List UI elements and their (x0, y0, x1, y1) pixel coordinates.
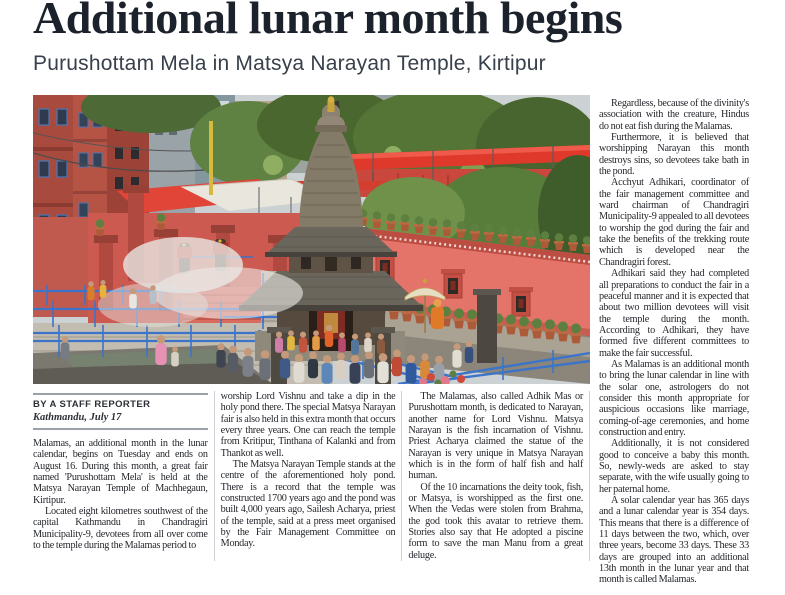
article-paragraph: Located eight kilometres southwest of the capital Kathmandu in Chandragiri Municipality-9, devotees from all over come to the temple during the Malamas period to (33, 506, 208, 552)
column-1-text (33, 438, 208, 551)
article-column-3 (401, 391, 590, 561)
article-column-2 (214, 391, 396, 561)
article-paragraph: worship Lord Vishnu and take a dip in the holy pond there. The special Matsya Narayan fair is also held in this extra month that occurs every three years. One can reach the temple from Kritipur, Tinthana of Kalanki and from Thankot as well. (220, 391, 396, 459)
article-paragraph: As Malamas is an additional month to bring the lunar calendar in line with the solar one, astrologers do not consider this month appropriate for auspicious occasions like marriage, coming-of-age ceremonies, and home construction and entry. (599, 358, 749, 438)
article-column-4 (599, 95, 749, 586)
article-header (33, 0, 752, 76)
temple-photo (33, 95, 590, 384)
article-paragraph: Adhikari said they had completed all preparations to conduct the fair in a peaceful manner and it is expected that about two million devotees will visit the temple during the month. According to Adhikari, they have formed five different committees to make the fair successful. (599, 268, 749, 359)
article-lower-columns (33, 391, 590, 561)
article-paragraph: The Malamas, also called Adhik Mas or Purushottam month, is dedicated to Narayan, another name for Lord Vishnu. Matsya Narayan is the fish incarnation of Vishnu. Priest Acharya claimed the statue of the Narayan is very unique in Matsya Narayan which is in the form of half fish and half human. (408, 391, 584, 482)
article-paragraph: Additionally, it is not considered good to conceive a baby this month. So, newly-weds are asked to stay separate, with the wife usually going to her paternal home. (599, 438, 749, 495)
article-column-1 (33, 391, 208, 561)
temple-photo-illustration (33, 95, 590, 384)
article-paragraph: Of the 10 incarnations the deity took, fish, or Matsya, is worshipped as the first one. When the Vedas were stolen from Brahma, the god took this avatar to retrieve them. Stories also say that He adopted a piscine form to save the man Manu from a great deluge. (408, 481, 584, 561)
article-paragraph: A solar calendar year has 365 days and a lunar calendar year is 354 days. This means that there is a difference of 11 days between the two, which, over three years, become 33 days. These 33 days are grouped into an additional 13th month in the lunar year and that month is called Malamas. (599, 495, 749, 586)
article-paragraph: Furthermore, it is believed that worshipping Narayan this month destroys sins, so devotees take bath in the pond. (599, 132, 749, 178)
article-left-block (33, 95, 590, 586)
article-subtitle: Purushottam Mela in Matsya Narayan Temple, Kirtipur (33, 52, 546, 75)
byline (33, 393, 208, 430)
article-content (33, 95, 752, 586)
article-title: Additional lunar month begins (33, 0, 623, 43)
article-paragraph: The Matsya Narayan Temple stands at the centre of the aforementioned holy pond. There is a record that the temple was constructed 1700 years ago and the pond was built 4,000 years ago, Sailesh Acharya, priest of the temple, said at a press meet organised by the Fair Management Committee on Monday. (220, 459, 396, 550)
article-paragraph: Malamas, an additional month in the lunar calendar, begins on Tuesday and ends on August 16. During this month, a great fair named 'Purushottam Mela' is held at the Matsya Narayan Temple of Machhegaun, Kirtipur. (33, 438, 208, 506)
byline-dateline: Kathmandu, July 17 (33, 412, 122, 423)
article-paragraph: Acchyut Adhikari, coordinator of the fair management committee and ward chairman of Chandragiri Municipality-9 appealed to all devotees to worship the god during the fair and take the benefits of the trekking route which is developed near the Chandragiri forest. (599, 177, 749, 268)
column-3-text (408, 391, 583, 561)
column-4-text (599, 98, 749, 586)
byline-reporter: BY A STAFF REPORTER (33, 399, 151, 410)
article-paragraph: Regardless, because of the divinity's association with the creature, Hindus do not eat fish during the Malamas. (599, 98, 749, 132)
column-2-text (221, 391, 396, 550)
